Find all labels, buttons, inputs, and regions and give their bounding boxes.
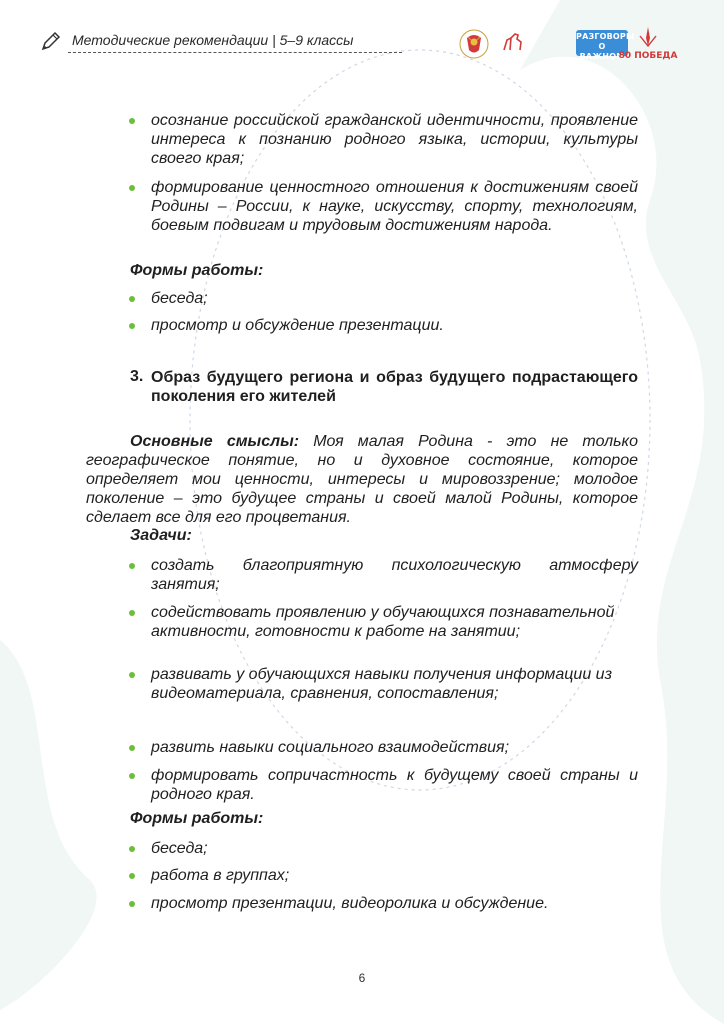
page-number: 6	[358, 971, 366, 985]
list-item: просмотр презентации, видеоролика и обсуждение.	[151, 894, 638, 913]
section-title: Образ будущего региона и образ будущего подрастающего поколения его жителей	[151, 369, 638, 405]
list-item: работа в группах;	[151, 866, 638, 885]
main-ideas-paragraph	[86, 432, 638, 527]
main-ideas-label: Основные смыслы:	[130, 433, 300, 450]
header-title: Методические рекомендации | 5–9 классы	[72, 32, 354, 48]
list-item: формирование ценностного отношения к достижениям своей Родины – России, к науке, искусству, спорту, технологиям, боевым подвигам и трудовым достижениям народа.	[151, 179, 638, 234]
victory-label: 80 ПОБЕДА	[618, 51, 678, 61]
list-item: беседа;	[151, 289, 638, 308]
list-item: формировать сопричастность к будущему своей страны и родного края.	[151, 767, 638, 803]
forms-label: Формы работы:	[130, 810, 264, 827]
list-item: развивать у обучающихся навыки получения информации из видеоматериала, сравнения, сопоставления;	[151, 665, 638, 703]
list-item: просмотр и обсуждение презентации.	[151, 316, 638, 335]
section-number: 3.	[130, 368, 144, 385]
main-ideas-text: Моя малая Родина - это не только географическое понятие, но и духовное состояние, которое определяет мои ценности, интересы и мировоззрение; молодое поколение – это будущее страны и своей малой Родины, которое сделает все для его процветания.	[86, 433, 639, 526]
forms-label: Формы работы:	[130, 262, 264, 279]
razgovory-label-bottom: О ВАЖНОМ	[579, 42, 625, 61]
list-item: содействовать проявлению у обучающихся познавательной активности, готовности к работе на занятии;	[151, 603, 638, 641]
list-item: создать благоприятную психологическую атмосферу занятия;	[151, 557, 638, 593]
tasks-label: Задачи:	[130, 527, 192, 544]
list-item: развить навыки социального взаимодействия;	[151, 738, 638, 757]
list-item: беседа;	[151, 839, 638, 858]
list-item: осознание российской гражданской идентичности, проявление интереса к познанию родного языка, истории, культуры своего края;	[151, 112, 638, 167]
razgovory-label-top: РАЗГОВОРЫ	[576, 32, 635, 41]
